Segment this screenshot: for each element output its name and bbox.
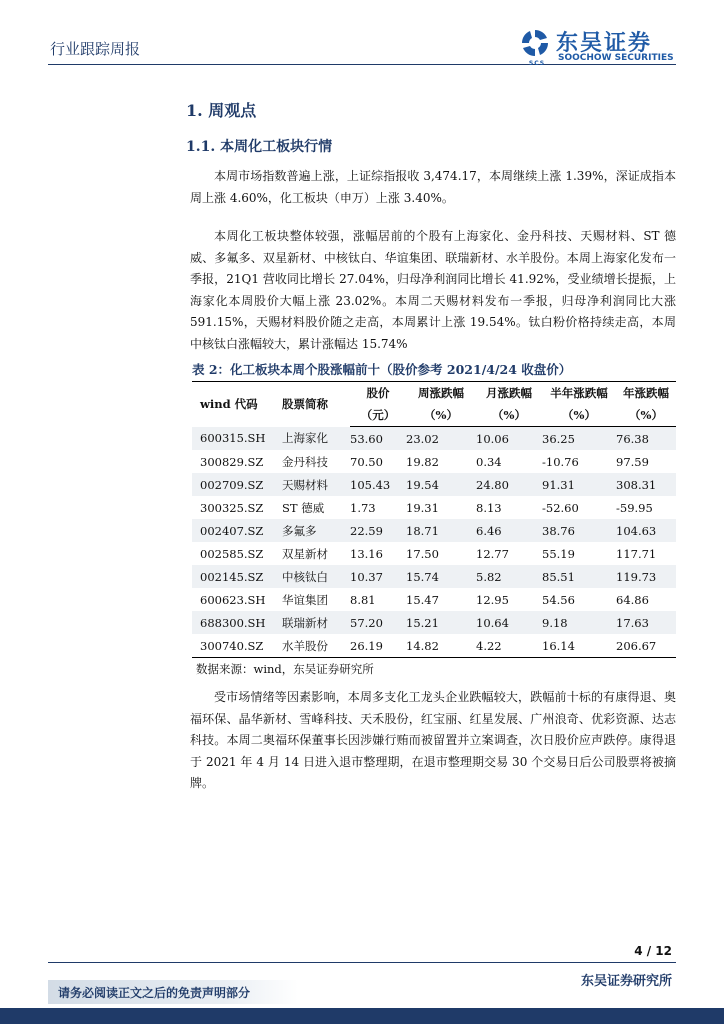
- table-row: [192, 450, 676, 473]
- footer-organization: 东吴证券研究所: [580, 974, 672, 989]
- report-type-label: 行业跟踪周报: [50, 40, 141, 58]
- table-source-note: 数据来源：wind，东吴证券研究所: [196, 662, 374, 676]
- cell-week: 14.82: [406, 634, 476, 658]
- cell-year: 206.67: [616, 634, 676, 658]
- cell-year: 64.86: [616, 592, 649, 607]
- col-header-price: 股价: [350, 382, 406, 405]
- cell-year: 119.73: [616, 565, 676, 588]
- cell-price: 105.43: [350, 473, 406, 496]
- cell-code: 002407.SZ: [192, 519, 282, 542]
- cell-month: 4.22: [476, 634, 542, 658]
- table-row: [192, 542, 676, 565]
- cell-half-year: 36.25: [542, 427, 616, 451]
- cell-week: 17.50: [406, 546, 439, 561]
- logo-chinese-name: 东吴证券: [556, 31, 653, 56]
- cell-name: ST 德威: [282, 500, 325, 515]
- col-header-year: 年涨跌幅: [616, 382, 676, 405]
- cell-price: 70.50: [350, 454, 383, 469]
- cell-name: 水羊股份: [282, 634, 350, 658]
- cell-price: 57.20: [350, 611, 406, 634]
- cell-half-year: 55.19: [542, 546, 575, 561]
- sector-losers-paragraph: 受市场情绪等因素影响，本周多支化工龙头企业跌幅较大，跌幅前十标的有康得退、奥福环保、晶华新材、雪峰科技、天禾股份，红宝丽、红星发展、广州浪奇、优彩资源、达志科技。本周二奥福环保董事长因涉嫌行贿而被留置并立案调查，次日股价应声跌停。康得退于 2021 年 4 月 14 日进入退市整理期，在退市整理期交易 30 个交易日后公司股票将被摘牌。: [190, 690, 676, 790]
- cell-year: -59.95: [616, 500, 653, 515]
- col-header-week-unit: （%）: [406, 404, 476, 427]
- cell-name: 多氟多: [282, 519, 350, 542]
- cell-month: 0.34: [476, 454, 502, 469]
- cell-name: 联瑞新材: [282, 611, 350, 634]
- cell-week: 19.31: [406, 500, 439, 515]
- cell-price: 13.16: [350, 546, 383, 561]
- col-header-half-year-unit: （%）: [542, 404, 616, 427]
- cell-code: 688300.SH: [192, 611, 282, 634]
- cell-half-year: 16.14: [542, 634, 616, 658]
- col-header-month-unit: （%）: [476, 404, 542, 427]
- cell-name: 上海家化: [282, 427, 350, 451]
- cell-month: 24.80: [476, 473, 542, 496]
- cell-name: 天赐材料: [282, 473, 350, 496]
- cell-year: 104.63: [616, 519, 676, 542]
- cell-year: 76.38: [616, 427, 676, 451]
- cell-half-year: 38.76: [542, 519, 616, 542]
- cell-price: 8.81: [350, 592, 376, 607]
- cell-week: 19.82: [406, 454, 439, 469]
- cell-name: 双星新材: [282, 546, 328, 561]
- cell-price: 10.37: [350, 565, 406, 588]
- cell-month: 12.95: [476, 592, 509, 607]
- cell-half-year: 85.51: [542, 565, 616, 588]
- header-divider: [48, 64, 676, 65]
- table-row: [192, 565, 676, 588]
- subsection-heading: 1.1. 本周化工板块行情: [186, 139, 333, 155]
- cell-name: 金丹科技: [282, 454, 328, 469]
- cell-month: 8.13: [476, 500, 502, 515]
- section-heading: 1. 周观点: [186, 101, 257, 120]
- cell-half-year: 9.18: [542, 611, 616, 634]
- logo-mark-icon: [520, 28, 550, 58]
- col-header-price-unit: （元）: [350, 404, 406, 427]
- cell-code: 002585.SZ: [200, 546, 264, 561]
- cell-price: 1.73: [350, 500, 376, 515]
- cell-week: 19.54: [406, 473, 476, 496]
- cell-week: 18.71: [406, 519, 476, 542]
- table-row: [192, 588, 676, 611]
- disclaimer-text: 请务必阅读正文之后的免责声明部分: [58, 986, 251, 1000]
- company-logo: [520, 28, 680, 67]
- table-row: [192, 496, 676, 519]
- table-row: [192, 473, 676, 496]
- cell-month: 5.82: [476, 565, 542, 588]
- cell-month: 12.77: [476, 546, 509, 561]
- cell-half-year: -52.60: [542, 500, 579, 515]
- col-header-half-year: 半年涨跌幅: [542, 382, 616, 405]
- cell-code: 600623.SH: [200, 592, 266, 607]
- cell-week: 15.74: [406, 565, 476, 588]
- cell-year: 97.59: [616, 454, 649, 469]
- cell-name: 中核钛白: [282, 565, 350, 588]
- table-row: [192, 427, 676, 451]
- table-row: [192, 634, 676, 658]
- cell-code: 002145.SZ: [192, 565, 282, 588]
- cell-week: 23.02: [406, 427, 476, 451]
- market-summary-paragraph: 本周市场指数普遍上涨，上证综指报收 3,474.17，本周继续上涨 1.39%，深证成指本周上涨 4.60%，化工板块（申万）上涨 3.40%。: [190, 169, 676, 205]
- cell-code: 300325.SZ: [200, 500, 264, 515]
- cell-code: 300829.SZ: [200, 454, 264, 469]
- cell-code: 600315.SH: [192, 427, 282, 451]
- cell-name: 华谊集团: [282, 592, 328, 607]
- col-header-week: 周涨跌幅: [406, 382, 476, 405]
- cell-month: 6.46: [476, 519, 542, 542]
- cell-year: 308.31: [616, 473, 676, 496]
- top-gainers-table: [192, 381, 676, 658]
- cell-year: 117.71: [616, 546, 657, 561]
- cell-month: 10.64: [476, 611, 542, 634]
- footer-divider: [48, 962, 676, 963]
- bottom-band: [0, 1008, 724, 1024]
- table-row: [192, 611, 676, 634]
- cell-half-year: 91.31: [542, 473, 616, 496]
- col-header-month: 月涨跌幅: [476, 382, 542, 405]
- cell-half-year: -10.76: [542, 454, 579, 469]
- cell-half-year: 54.56: [542, 592, 575, 607]
- cell-code: 300740.SZ: [192, 634, 282, 658]
- cell-code: 002709.SZ: [192, 473, 282, 496]
- cell-price: 53.60: [350, 427, 406, 451]
- cell-week: 15.47: [406, 592, 439, 607]
- cell-month: 10.06: [476, 427, 542, 451]
- logo-english-name: SOOCHOW SECURITIES: [558, 53, 674, 63]
- page-number: 4 / 12: [634, 944, 672, 958]
- col-header-year-unit: （%）: [616, 404, 676, 427]
- cell-price: 26.19: [350, 634, 406, 658]
- cell-week: 15.21: [406, 611, 476, 634]
- col-header-name: 股票简称: [282, 382, 350, 427]
- cell-year: 17.63: [616, 611, 676, 634]
- table-caption: 表 2：化工板块本周个股涨幅前十（股价参考 2021/4/24 收盘价）: [192, 362, 572, 377]
- table-row: [192, 519, 676, 542]
- sector-gainers-paragraph: 本周化工板块整体较强，涨幅居前的个股有上海家化、金丹科技、天赐材料、ST 德威、多氟多、双星新材、中核钛白、华谊集团、联瑞新材、水羊股份。本周上海家化发布一季报，21Q1 营收同比增长 27.04%，归母净利润同比增长 41.92%，受业绩增长提振，上海家化本周股价大幅上涨 23.02%。本周二天赐材料发布一季报，归母净利润同比大涨 591.15%，天赐材料股价随之走高，本周累计上涨 19.54%。钛白粉价格持续走高，本周中核钛白涨幅较大，累计涨幅达 15.74%: [190, 229, 676, 351]
- logo-mark-text: SCS: [528, 60, 546, 67]
- col-header-code: wind 代码: [192, 382, 282, 427]
- cell-price: 22.59: [350, 519, 406, 542]
